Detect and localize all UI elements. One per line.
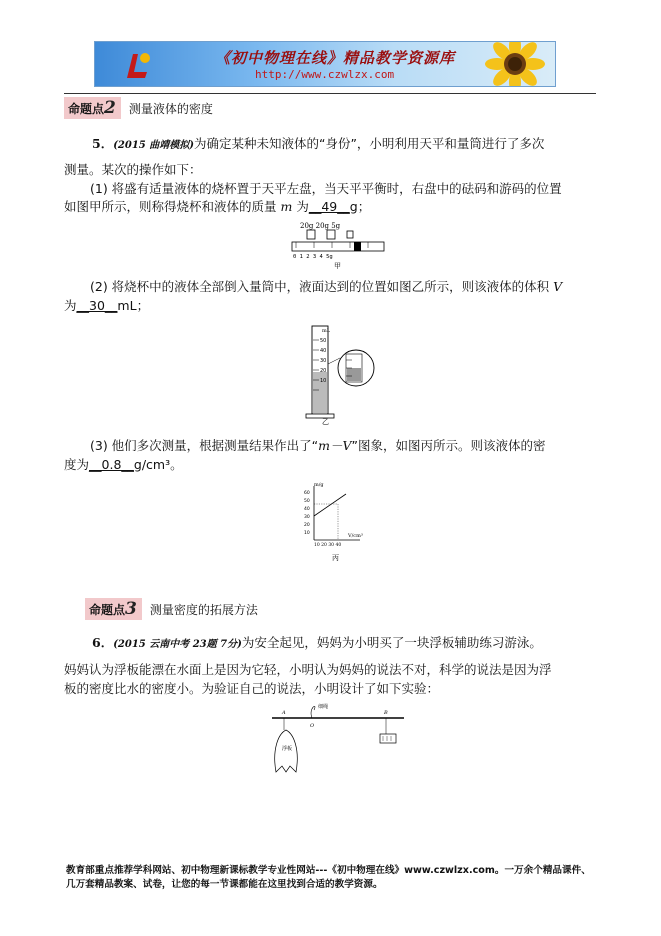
footer-line-2: 几万套精品教案、试卷，让您的每一节课都能在这里找到合适的教学资源。 <box>66 879 383 890</box>
q5-part3-line1: (3) 他们多次测量，根据测量结果作出了“m－V”图象，如图丙所示。则该液体的密 <box>90 438 546 453</box>
q5-part2-line1: (2) 将烧杯中的液体全部倒入量筒中，液面达到的位置如图乙所示，则该液体的体积 V <box>90 279 563 294</box>
section-heading-2 <box>64 97 213 119</box>
figure-caption-yi: 乙 <box>322 418 329 426</box>
q5-intro-line2: 测量。某次的操作如下： <box>64 162 202 177</box>
q6-intro-line1: 6．(2015 云南中考 23题 7分)为安全起见，妈妈为小明买了一块浮板辅助练习游泳。 <box>92 635 542 650</box>
svg-text:50: 50 <box>320 338 327 344</box>
header-banner <box>94 41 556 87</box>
svg-text:30: 30 <box>320 358 327 364</box>
svg-text:10: 10 <box>320 378 327 384</box>
sunflower-icon <box>475 41 555 87</box>
graph-xlabel: V/cm³ <box>348 533 363 539</box>
float-board-label: 浮板 <box>282 746 293 752</box>
svg-text:A: A <box>282 710 286 716</box>
svg-text:30: 30 <box>304 515 310 520</box>
q5-intro-line1: 5．(2015 曲靖模拟)为确定某种未知液体的“身份”，小明利用天平和量筒进行了多次 <box>92 136 545 151</box>
figure-mv-graph <box>300 480 372 566</box>
q5-answer-mass: __49__ <box>308 199 350 214</box>
q5-answer-volume: __30__ <box>76 298 118 313</box>
banner-title: 《初中物理在线》精品教学资源库 <box>215 49 456 67</box>
q6-line3: 板的密度比水的密度小。为验证自己的说法，小明设计了如下实验： <box>64 681 440 696</box>
svg-text:60: 60 <box>304 491 310 496</box>
section-title: 测量密度的拓展方法 <box>149 603 258 617</box>
svg-text:50: 50 <box>304 499 310 504</box>
figure-graduated-cylinder <box>298 318 380 426</box>
q5-answer-density: __0.8__ <box>89 457 134 472</box>
section-title: 测量液体的密度 <box>128 102 213 116</box>
graph-xticks: 10 20 30 40 <box>314 543 342 548</box>
header-rule <box>64 93 596 94</box>
graph-ylabel: m/g <box>314 482 324 488</box>
rider-scale-label: 0 1 2 3 4 5g <box>293 254 333 260</box>
figure-balance-weights <box>290 220 390 272</box>
page-footer <box>66 864 591 892</box>
svg-text:B: B <box>384 710 388 716</box>
svg-text:40: 40 <box>320 348 327 354</box>
footer-line-1: 教育部重点推荐学科网站、初中物理新课标教学专业性网站---《初中物理在线》www.czwlzx.com。一万余个精品课件、 <box>66 865 591 876</box>
section-tag: 命题点2 <box>64 97 121 119</box>
banner-url[interactable]: http://www.czwlzx.com <box>255 68 395 81</box>
svg-text:O: O <box>310 723 315 729</box>
svg-text:40: 40 <box>304 507 310 512</box>
figure-lever-float <box>268 700 408 784</box>
q5-part1-line1: (1) 将盛有适量液体的烧杯置于天平左盘，当天平平衡时，右盘中的砝码和游码的位置 <box>90 181 562 196</box>
q5-part2-line2: 为__30__mL； <box>64 298 150 313</box>
svg-text:20: 20 <box>304 523 310 528</box>
cylinder-unit: mL <box>322 328 331 334</box>
section-heading-3 <box>85 598 258 620</box>
figure-caption-jia: 甲 <box>334 262 341 270</box>
svg-text:10: 10 <box>304 531 310 536</box>
q5-part3-line2: 度为__0.8__g/cm³。 <box>64 457 183 472</box>
svg-text:20: 20 <box>320 368 327 374</box>
figure-caption-bing: 丙 <box>332 554 339 562</box>
section-tag: 命题点3 <box>85 598 142 620</box>
q5-part1-line2: 如图甲所示，则称得烧杯和液体的质量 m 为__49__g； <box>64 199 371 214</box>
site-logo-icon <box>123 48 153 82</box>
q6-line2: 妈妈认为浮板能漂在水面上是因为它轻，小明认为妈妈的说法不对，科学的说法是因为浮 <box>64 662 552 677</box>
weights-label: 20g 20g 5g <box>300 222 341 230</box>
rope-label: 细绳 <box>318 704 329 710</box>
